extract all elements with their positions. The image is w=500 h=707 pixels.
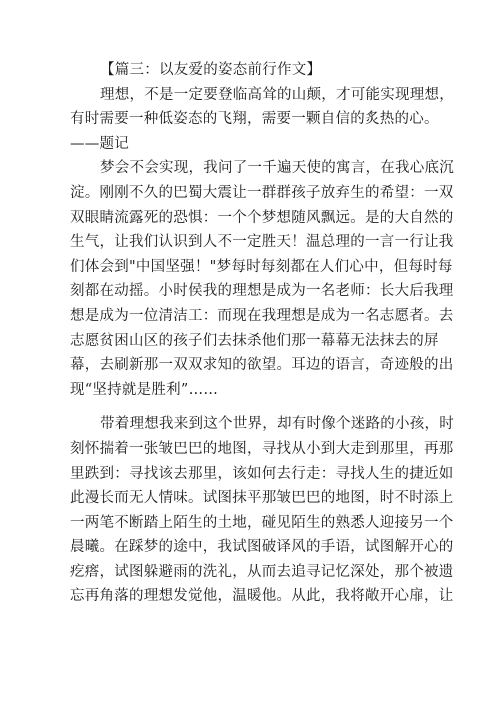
paragraph-line: 淀。刚刚不久的巴蜀大震让一群群孩子放弃生的希望：一双 bbox=[70, 184, 454, 201]
paragraph-line: 梦会不会实现，我问了一千遍天使的寓言，在我心底沉 bbox=[100, 160, 454, 177]
paragraph-line: 幕，去刷新那一双双求知的欲望。耳边的语言，奇迹般的出 bbox=[70, 357, 454, 374]
document-page bbox=[70, 58, 454, 609]
epigraph-line: 有时需要一种低姿态的飞翔，需要一颗自信的炙热的心。 bbox=[70, 111, 439, 128]
epigraph-line: 理想，不是一定要登临高耸的山颠，才可能实现理想， bbox=[100, 86, 454, 103]
epigraph-attribution: ——题记 bbox=[70, 135, 129, 152]
paragraph-line: 双眼睛流露死的恐惧：一个个梦想随风飘远。是的大自然的 bbox=[70, 209, 454, 226]
paragraph-line: 晨曦。在踩梦的途中，我试图破译风的手语，试图解开心的 bbox=[70, 539, 454, 556]
paragraph-line: 里跌到：寻找该去那里，该如何去行走：寻找人生的捷近如 bbox=[70, 465, 454, 482]
paragraph-spacer bbox=[70, 402, 432, 412]
paragraph-line: 疙瘩，试图躲避雨的洗礼，从而去追寻记忆深处，那个被遗 bbox=[70, 563, 454, 580]
paragraph-line: 志愿贫困山区的孩子们去抹杀他们那一幕幕无法抹去的屏 bbox=[70, 332, 439, 349]
paragraph-line: 刻都在动摇。小时侯我的理想是成为一名老师：长大后我理 bbox=[70, 283, 454, 300]
paragraph-line: 带着理想我来到这个世界，却有时像个迷路的小孩，时 bbox=[100, 416, 454, 433]
paragraph-line: 生气，让我们认识到人不一定胜天！温总理的一言一行让我 bbox=[70, 234, 454, 251]
paragraph-line: 想是成为一位清洁工：而现在我理想是成为一名志愿者。去 bbox=[70, 307, 454, 324]
paragraph-line: 们体会到"中国坚强！"梦每时每刻都在人们心中，但每时每 bbox=[70, 258, 453, 275]
paragraph-line: 忘再角落的理想发觉他，温暖他。从此，我将敞开心扉，让 bbox=[70, 588, 454, 605]
document-title: 【篇三：以友爱的姿态前行作文】 bbox=[100, 62, 322, 78]
paragraph-line: 刻怀揣着一张皱巴巴的地图，寻找从小到大走到那里，再那 bbox=[70, 440, 454, 457]
paragraph-line: 此漫长而无人情味。试图抹平那皱巴巴的地图，时不时添上 bbox=[70, 490, 454, 507]
paragraph-line: 现“坚持就是胜利”…… bbox=[70, 381, 219, 398]
paragraph-line: 一两笔不断踏上陌生的土地，碰见陌生的熟悉人迎接另一个 bbox=[70, 514, 454, 531]
